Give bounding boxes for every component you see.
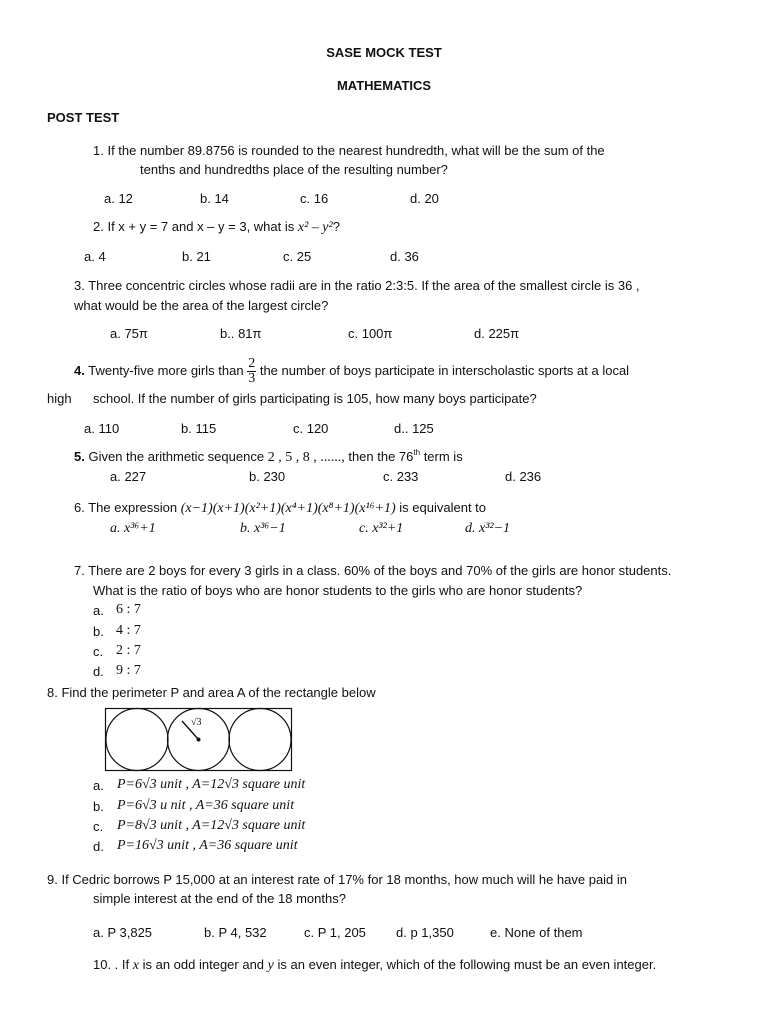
q3-option-b: b.. 81π (220, 326, 262, 341)
q9-stem-line1: 9. If Cedric borrows P 15,000 at an interest rate of 17% for 18 months, how much will he have paid in (47, 872, 628, 887)
q4-option-d: d.. 125 (394, 421, 434, 436)
circle-right (229, 709, 291, 771)
q1-option-b: b. 14 (200, 191, 229, 206)
q6-expression: (x−1)(x+1)(x²+1)(x⁴+1)(x⁸+1)(x¹⁶+1) (180, 501, 396, 516)
q8-option-c-letter: c. (93, 819, 104, 834)
q6-option-c: c. x³²+1 (359, 521, 404, 536)
q10-stem (93, 957, 656, 974)
q1-option-c: c. 16 (300, 191, 329, 206)
q5-option-c: c. 233 (383, 469, 419, 484)
q2-option-a: a. 4 (84, 249, 106, 264)
q9-option-a: a. P 3,825 (93, 925, 153, 940)
q10-text-mid: is an odd integer and (142, 957, 265, 972)
q5-option-a: a. 227 (110, 469, 147, 484)
q6-option-d: d. x³²−1 (465, 521, 511, 536)
q8-option-b-letter: b. (93, 799, 104, 814)
q7-stem-line1: 7. There are 2 boys for every 3 girls in a class. 60% of the boys and 70% of the girls are honor students. (74, 563, 672, 578)
rectangle-three-circles-figure (104, 707, 294, 773)
q5-text-end: term is (423, 449, 463, 464)
q2-option-d: d. 36 (390, 249, 419, 264)
q7-option-d-value: 9 : 7 (116, 663, 141, 678)
q8-option-d-value: P=16√3 unit , A=36 square unit (117, 838, 298, 853)
section-title: POST TEST (47, 110, 120, 125)
q10-var-y: y (267, 958, 274, 973)
q8-option-b-value: P=6√3 u nit , A=36 square unit (117, 798, 295, 813)
q4-option-a: a. 110 (84, 421, 120, 436)
q6-text-pre: 6. The expression (74, 500, 178, 515)
q9-stem-line2: simple interest at the end of the 18 months? (93, 891, 346, 906)
q7-option-c-letter: c. (93, 644, 104, 659)
q10-text-pre: 10. . If (93, 957, 130, 972)
q9-option-d: d. p 1,350 (396, 925, 454, 940)
q10-text-post: is an even integer, which of the following must be an even integer. (277, 957, 657, 972)
q4-frac-num: 2 (248, 356, 256, 372)
q4-frac-den: 3 (248, 371, 256, 387)
q2-option-c: c. 25 (283, 249, 312, 264)
q5-sequence: 2 , 5 , 8 , ......, (267, 450, 345, 465)
q5-stem (74, 449, 463, 466)
q4-option-c: c. 120 (293, 421, 329, 436)
q9-option-e: e. None of them (490, 925, 583, 940)
q7-option-a-value: 6 : 7 (116, 602, 141, 617)
q8-stem: 8. Find the perimeter P and area A of the rectangle below (47, 685, 376, 700)
q1-option-a: a. 12 (104, 191, 133, 206)
q4-number: 4. (74, 363, 85, 378)
q5-number: 5. (74, 449, 85, 464)
q2-text: 2. If x + y = 7 and x – y = 3, what is (93, 219, 295, 234)
q5-superscript: th (413, 448, 421, 457)
circle-left (106, 709, 168, 771)
q8-option-d-letter: d. (93, 839, 104, 854)
q7-option-a-letter: a. (93, 603, 104, 618)
q4-text-post: the number of boys participate in interscholastic sports at a local (259, 363, 630, 378)
q3-option-c: c. 100π (348, 326, 393, 341)
page-title: SASE MOCK TEST (326, 45, 442, 60)
q1-option-d: d. 20 (410, 191, 439, 206)
q6-option-a: a. x³⁶+1 (110, 521, 156, 536)
q5-option-d: d. 236 (505, 469, 542, 484)
q10-var-x: x (132, 958, 139, 973)
q7-option-b-value: 4 : 7 (116, 623, 141, 638)
q4-stem-line2: school. If the number of girls participating is 105, how many boys participate? (93, 391, 537, 406)
q3-stem-line1: 3. Three concentric circles whose radii are in the ratio 2:3:5. If the area of the smallest circle is 36 , (74, 278, 640, 293)
q4-stem-line1 (74, 356, 629, 386)
q7-option-b-letter: b. (93, 624, 104, 639)
q6-text-post: is equivalent to (399, 500, 487, 515)
q3-option-d: d. 225π (474, 326, 520, 341)
q3-option-a: a. 75π (110, 326, 148, 341)
q4-stem-line2-high: high (47, 391, 72, 406)
q8-option-a-letter: a. (93, 778, 104, 793)
q2-stem (93, 219, 340, 236)
q1-stem-line2: tenths and hundredths place of the resulting number? (140, 162, 448, 177)
q2-expression: x² – y² (297, 220, 333, 235)
radius-label: √3 (191, 717, 202, 728)
q5-text-pre: Given the arithmetic sequence (88, 449, 265, 464)
q9-option-b: b. P 4, 532 (204, 925, 267, 940)
q2-option-b: b. 21 (182, 249, 211, 264)
q8-option-a-value: P=6√3 unit , A=12√3 square unit (117, 777, 306, 792)
q1-stem-line1: 1. If the number 89.8756 is rounded to the nearest hundredth, what will be the sum of the (93, 143, 605, 158)
q7-option-c-value: 2 : 7 (116, 643, 141, 658)
q6-stem (74, 500, 486, 517)
q5-option-b: b. 230 (249, 469, 286, 484)
subject-title: MATHEMATICS (336, 78, 432, 93)
q4-option-b: b. 115 (181, 421, 217, 436)
q5-text-post: then the 76 (348, 449, 414, 464)
q7-option-d-letter: d. (93, 664, 104, 679)
q9-option-c: c. P 1, 205 (304, 925, 366, 940)
center-dot (197, 738, 201, 742)
q7-stem-line2: What is the ratio of boys who are honor students to the girls who are honor students? (93, 583, 583, 598)
q6-option-b: b. x³⁶−1 (240, 521, 286, 536)
q8-option-c-value: P=8√3 unit , A=12√3 square unit (117, 818, 306, 833)
q4-fraction (247, 357, 256, 386)
q3-stem-line2: what would be the area of the largest circle? (74, 298, 329, 313)
q4-text-pre: Twenty-five more girls than (88, 363, 244, 378)
q2-qmark: ? (332, 219, 340, 234)
